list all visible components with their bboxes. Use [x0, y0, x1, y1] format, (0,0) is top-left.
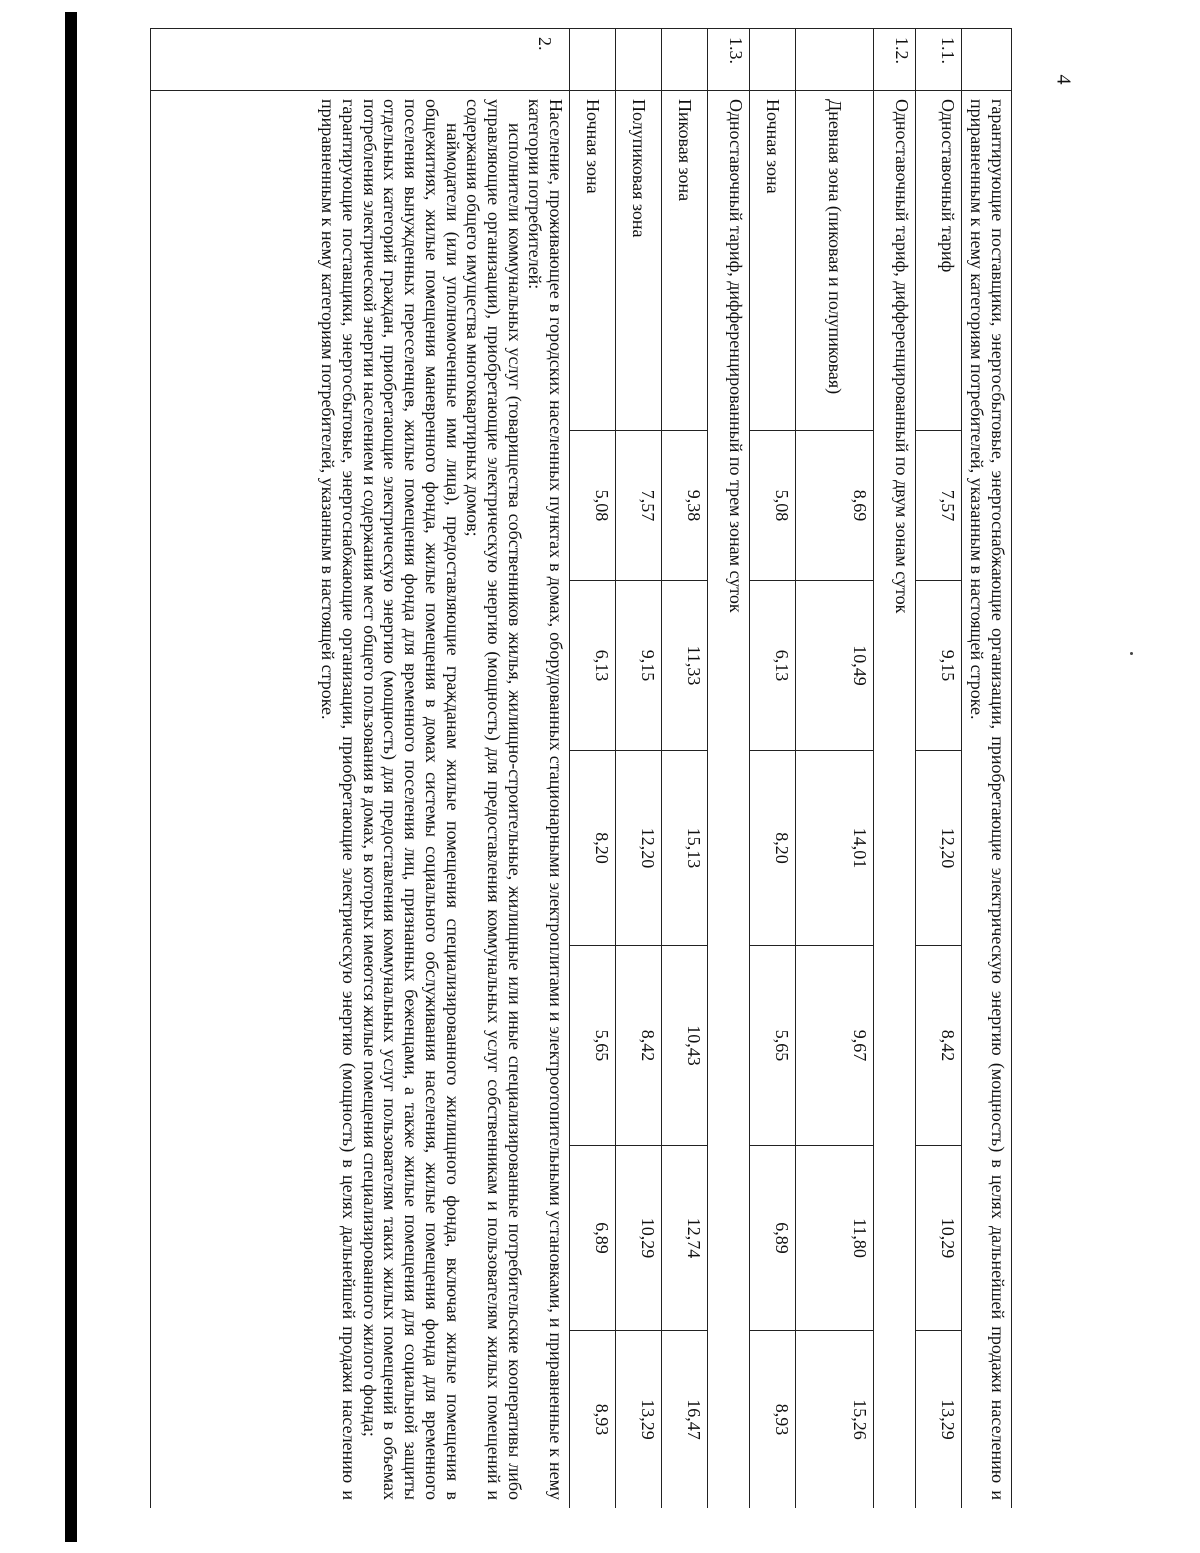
page-number: 4 — [1052, 74, 1075, 85]
value-cell: 6,13 — [750, 581, 796, 751]
value-cell: 6,89 — [750, 1146, 796, 1331]
value-cell: 8,93 — [570, 1331, 616, 1509]
row-number — [570, 29, 616, 91]
document-page — [150, 28, 1012, 1508]
table-row — [616, 29, 662, 1509]
row-number — [616, 29, 662, 91]
value-cell: 6,89 — [570, 1146, 616, 1331]
section-2-paragraph: исполнители коммунальных услуг (товарищества собственников жилья, жилищно-строительные, жилищные или иные специализированные потребительские кооперативы либо управляющие организации), приобретающие электрическую энергию (мощность) для предоставления коммунальных услуг собственникам и пользователям жилых помещений и содержания общего имущества многоквартирных домов; — [463, 99, 525, 1501]
table-row — [570, 29, 616, 1509]
table-row-header — [708, 29, 750, 1509]
tariff-table — [150, 28, 1012, 1508]
value-cell: 15,26 — [796, 1331, 874, 1509]
value-cell: 10,29 — [916, 1146, 962, 1331]
value-cell: 13,29 — [616, 1331, 662, 1509]
table-row — [662, 29, 708, 1509]
table-row-intro — [962, 29, 1012, 1509]
row-name: Полупиковая зона — [616, 91, 662, 431]
scan-speck — [1130, 652, 1133, 655]
row-name: Пиковая зона — [662, 91, 708, 431]
value-cell: 15,13 — [662, 751, 708, 946]
value-cell: 9,38 — [662, 431, 708, 581]
section-header: Одноставочный тариф, дифференцированный по трем зонам суток — [708, 91, 750, 1509]
value-cell: 5,08 — [570, 431, 616, 581]
value-cell: 9,15 — [616, 581, 662, 751]
value-cell: 11,33 — [662, 581, 708, 751]
rotated-content — [150, 28, 1012, 1508]
value-cell: 9,15 — [916, 581, 962, 751]
row-number — [962, 29, 1012, 91]
value-cell: 8,69 — [796, 431, 874, 581]
intro-text: гарантирующие поставщики, энергосбытовые, энергоснабжающие организации, приобретающие электрическую энергию (мощность) в целях дальнейшей продажи населению и приравненным к нему категориям потребителей, указанным в настоящей строке. — [962, 91, 1012, 1509]
value-cell: 13,29 — [916, 1331, 962, 1509]
section-2-paragraph: Население, проживающее в городских населенных пунктах в домах, оборудованных стационарными электроплитами и электроотопительными установками, и приравненные к нему категории потребителей: — [525, 99, 566, 1501]
value-cell: 14,01 — [796, 751, 874, 946]
table-row-header — [874, 29, 916, 1509]
table-row — [750, 29, 796, 1509]
value-cell: 8,42 — [916, 946, 962, 1146]
row-name: Ночная зона — [570, 91, 616, 431]
value-cell: 16,47 — [662, 1331, 708, 1509]
row-number: 1.2. — [874, 29, 916, 91]
value-cell: 10,43 — [662, 946, 708, 1146]
value-cell: 5,65 — [750, 946, 796, 1146]
table-row-section-2 — [151, 29, 570, 1509]
row-number — [662, 29, 708, 91]
value-cell: 9,67 — [796, 946, 874, 1146]
value-cell: 10,29 — [616, 1146, 662, 1331]
value-cell: 8,93 — [750, 1331, 796, 1509]
row-name: Ночная зона — [750, 91, 796, 431]
value-cell: 5,08 — [750, 431, 796, 581]
value-cell: 12,20 — [916, 751, 962, 946]
value-cell: 6,13 — [570, 581, 616, 751]
row-number: 1.1. — [916, 29, 962, 91]
row-number — [796, 29, 874, 91]
row-number: 1.3. — [708, 29, 750, 91]
value-cell: 10,49 — [796, 581, 874, 751]
value-cell: 12,74 — [662, 1146, 708, 1331]
row-name: Дневная зона (пиковая и полупиковая) — [796, 91, 874, 431]
value-cell: 5,65 — [570, 946, 616, 1146]
value-cell: 11,80 — [796, 1146, 874, 1331]
value-cell: 7,57 — [916, 431, 962, 581]
section-2-paragraph: наймодатели (или уполномоченные ими лица), предоставляющие гражданам жилые помещения специализированного жилищного фонда, включая жилые помещения в общежитиях, жилые помещения маневренного фонда, жилые помещения в домах системы социального обслуживания населения, жилые помещения фонда для временного поселения вынужденных переселенцев, жилые помещения фонда для временного поселения лиц, признанных беженцами, а также жилые помещения для социальной защиты отдельных категорий граждан, приобретающие электрическую энергию (мощность) для предоставления коммунальных услуг пользователям таких жилых помещений в объемах потребления электрической энергии населением и содержания мест общего пользования в домах, в которых имеются жилые помещения специализированного жилого фонда; — [359, 99, 463, 1501]
value-cell: 7,57 — [616, 431, 662, 581]
value-cell: 12,20 — [616, 751, 662, 946]
table-row — [796, 29, 874, 1509]
row-number: 2. — [151, 29, 570, 91]
row-number — [750, 29, 796, 91]
value-cell: 8,42 — [616, 946, 662, 1146]
value-cell: 8,20 — [750, 751, 796, 946]
row-name: Одноставочный тариф — [916, 91, 962, 431]
section-header: Одноставочный тариф, дифференцированный по двум зонам суток — [874, 91, 916, 1509]
value-cell: 8,20 — [570, 751, 616, 946]
section-2-paragraph: гарантирующие поставщики, энергосбытовые, энергоснабжающие организации, приобретающие электрическую энергию (мощность) в целях дальнейшей продажи населению и приравненным к нему категориям потребителей, указанным в настоящей строке. — [318, 99, 360, 1501]
section-2-text — [151, 91, 570, 1509]
scan-edge-bar — [65, 12, 77, 1542]
table-row — [916, 29, 962, 1509]
